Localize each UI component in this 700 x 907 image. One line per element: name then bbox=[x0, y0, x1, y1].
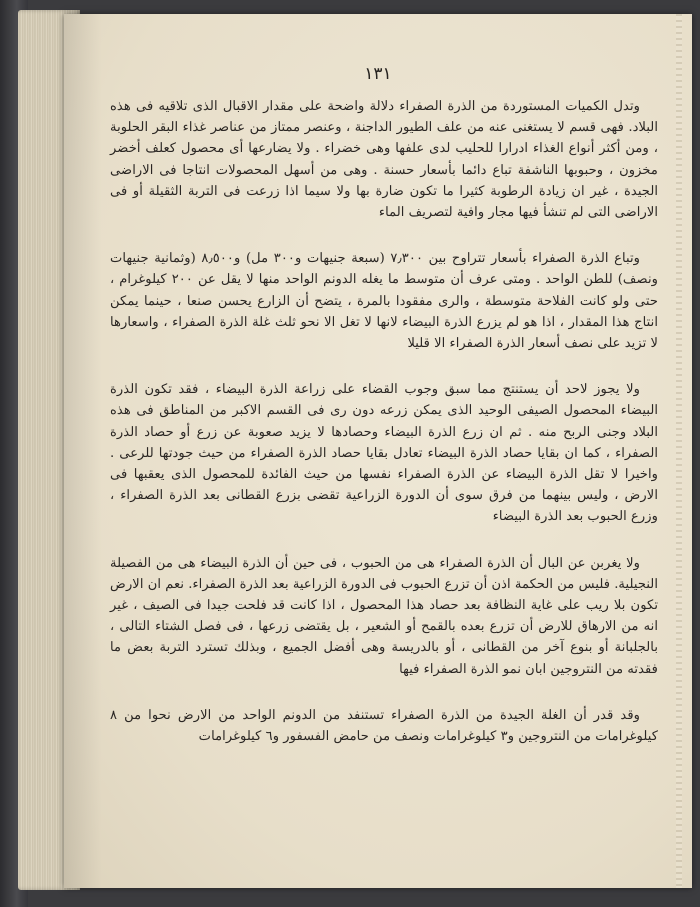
page-number: ١٣١ bbox=[364, 64, 392, 84]
paragraph-2: وتباع الذرة الصفراء بأسعار تتراوح بين ٧٫٣٠٠ (سبعة جنيهات و٣٠٠ مل) و٨٫٥٠٠ (وثمانية جنيهات ونصف) للطن الواحد . ومتى عرف أن متوسط ما يغله الدونم الواحد منها لا يقل عن ٢٠٠ كيلوغرام ، حتى ولو كانت الفلاحة متوسطة ، والرى مفقودا بالمرة ، يتضح أن الزارع يحسن صنعا ، حينما يمكن انتاج هذا المقدار ، اذا هو لم يزرع الذرة البيضاء لانها لا تغل الا نحو ثلث غلة الذرة الصفراء ، واسعارها لا تزيد على نصف أسعار الذرة الصفراء الا قليلا bbox=[110, 251, 658, 352]
paragraph-4: ولا يغربن عن البال أن الذرة الصفراء هى من الحبوب ، فى حين أن الذرة البيضاء هى من الفصيلة النجيلية. فليس من الحكمة اذن أن تزرع الحبوب فى الدورة الزراعية بعد الذرة الصفراء. نعم ان الارض تكون بلا ريب على غاية النظافة بعد حصاد هذا المحصول ، اذا كانت قد فلحت جيدا فى الصيف ، غير انه من الارهاق للارض أن تزرع بعده بالقمح أو الشعير ، بل يقتضى زرعها ، فى فصل الشتاء التالى ، بالجلبانة أو بنوع آخر من القطانى ، أو بالدريسة وهى أفضل الجميع ، وبذلك تسترد التربة بعض ما فقدته من النتروجين ابان نمو الذرة الصفراء فيها bbox=[110, 555, 658, 677]
page-margin-ruler bbox=[676, 14, 682, 888]
page-body-text bbox=[110, 96, 658, 747]
paragraph-1: وتدل الكميات المستوردة من الذرة الصفراء دلالة واضحة على مقدار الاقبال الذى تلاقيه فى هذه البلاد. فهى قسم لا يستغنى عنه من علف الطيور الداجنة ، وعنصر ممتاز من عناصر غذاء البقر الحلوبة ، ومن أكثر أنواع الغذاء ادرارا للحليب لدى علفها وهى خضراء . ولا يضارعها أى محصول كعلف أخضر مخزون ، وحبوبها الناشفة تباع دائما بأسعار حسنة . وهى من أسهل المحصولات انتاجا فى الاراضى الجيدة ، غير ان زيادة الرطوبة كثيرا ما تكون ضارة بها ولا سيما اذا زرعت فى التربة الثقيلة أو فى الاراضى التى لم تنشأ فيها مجار وافية لتصريف الماء bbox=[110, 99, 658, 221]
paragraph-3: ولا يجوز لاحد أن يستنتج مما سبق وجوب القضاء على زراعة الذرة البيضاء ، فقد تكون الذرة البيضاء المحصول الصيفى الوحيد الذى يمكن زرعه دون رى فى القسم الاكبر من المناطق فى هذه البلاد وجنى الربح منه . ثم ان زرع الذرة البيضاء وحصادها لا يزيد صعوبة عن زرع أو حصاد الذرة الصفراء ، كما ان بقايا حصاد الذرة البيضاء تعادل بقايا حصاد الذرة الصفراء من حيث جودتها للرعى . واخيرا لا تقل الذرة البيضاء عن الذرة الصفراء نفسها من حيث الفائدة للمحصول الذى يعقبها فى الارض ، وليس بينهما من فرق سوى أن الدورة الزراعية تقضى بزرع القطانى بعد الذرة الصفراء ، وزرع الحبوب بعد الذرة البيضاء bbox=[110, 382, 658, 525]
paragraph-5: وقد قدر أن الغلة الجيدة من الذرة الصفراء تستنفد من الدونم الواحد من الارض نحوا من ٨ كيلوغرامات من النتروجين و٣ كيلوغرامات ونصف من حامض الفسفور و٦ كيلوغرامات bbox=[110, 707, 658, 745]
book-page bbox=[64, 14, 692, 888]
